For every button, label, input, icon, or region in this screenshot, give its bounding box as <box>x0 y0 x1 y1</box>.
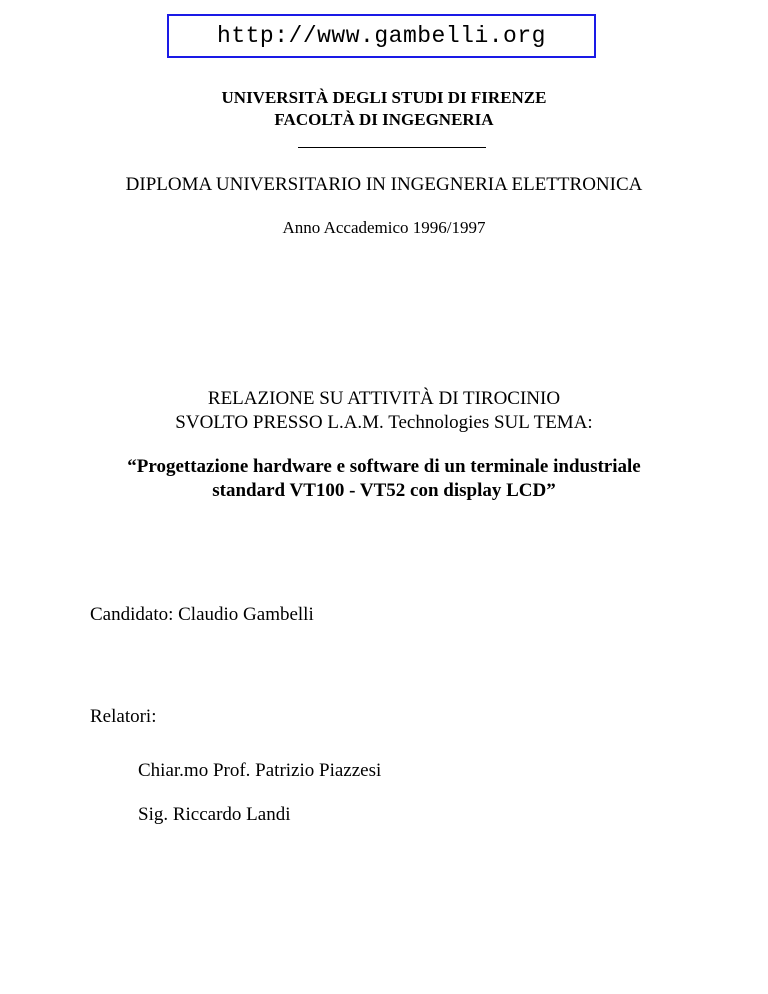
supervisor-item: Chiar.mo Prof. Patrizio Piazzesi <box>138 760 382 781</box>
header-divider <box>298 147 486 148</box>
report-heading-line-2: SVOLTO PRESSO L.A.M. Technologies SUL TEMA: <box>175 412 593 433</box>
supervisors-label: Relatori: <box>90 706 157 727</box>
diploma-title: DIPLOMA UNIVERSITARIO IN INGEGNERIA ELETTRONICA <box>125 174 643 195</box>
candidate-name: Candidato: Claudio Gambelli <box>90 604 314 625</box>
website-url: http://www.gambelli.org <box>217 23 546 49</box>
website-url-box <box>167 14 596 58</box>
report-heading-line-1: RELAZIONE SU ATTIVITÀ DI TIROCINIO <box>207 388 561 409</box>
supervisor-item: Sig. Riccardo Landi <box>138 804 291 825</box>
university-name: UNIVERSITÀ DEGLI STUDI DI FIRENZE <box>221 88 547 107</box>
thesis-title-line-2: standard VT100 - VT52 con display LCD” <box>212 480 556 501</box>
academic-year: Anno Accademico 1996/1997 <box>282 218 486 237</box>
faculty-name: FACOLTÀ DI INGEGNERIA <box>274 110 494 129</box>
thesis-title-line-1: “Progettazione hardware e software di un terminale industriale <box>127 456 641 477</box>
